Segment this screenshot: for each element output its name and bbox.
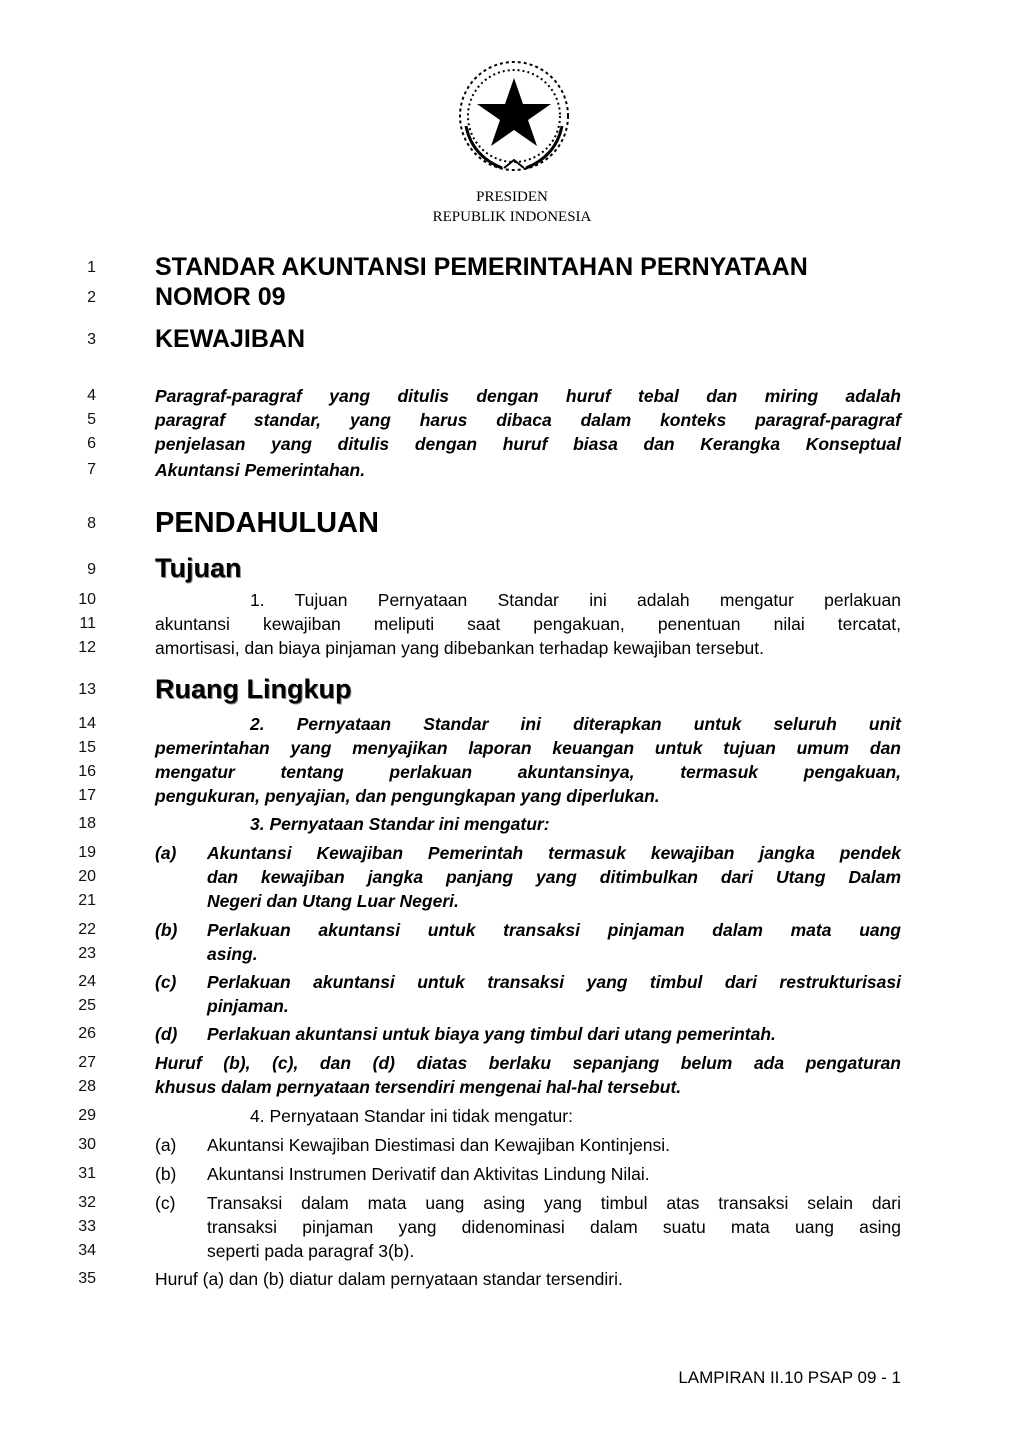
line-number: 10 xyxy=(78,591,96,608)
line-number: 12 xyxy=(78,639,96,656)
line-number: 24 xyxy=(78,973,96,990)
line-number: 5 xyxy=(87,411,96,428)
document-title-number: NOMOR 09 xyxy=(155,283,286,311)
line-number: 8 xyxy=(87,515,96,532)
presiden-emblem-icon xyxy=(452,56,576,180)
line-number: 18 xyxy=(78,815,96,832)
line-number: 17 xyxy=(78,787,96,804)
intro-text: paragraf standar, yang harus dibaca dalam konteks paragraf-paragraf xyxy=(155,410,901,430)
section-heading-ruang-lingkup: Ruang Lingkup xyxy=(155,674,352,704)
paragraph-4-note: Huruf (a) dan (b) diatur dalam pernyataan standar tersendiri. xyxy=(155,1269,623,1289)
line-number: 6 xyxy=(87,435,96,452)
list-item-text: seperti pada paragraf 3(b). xyxy=(207,1241,415,1261)
emblem-caption-presiden: PRESIDEN xyxy=(476,189,548,205)
list-label: (a) xyxy=(155,843,177,863)
line-number: 32 xyxy=(78,1194,96,1211)
intro-text: Paragraf-paragraf yang ditulis dengan huruf tebal dan miring adalah xyxy=(155,386,901,406)
line-number: 35 xyxy=(78,1270,96,1287)
line-number: 29 xyxy=(78,1107,96,1124)
paragraph-2-text: mengatur tentang perlakuan akuntansinya, termasuk pengakuan, xyxy=(155,762,901,782)
section-heading-pendahuluan: PENDAHULUAN xyxy=(155,507,379,539)
line-number: 13 xyxy=(78,681,96,698)
emblem-caption-republik: REPUBLIK INDONESIA xyxy=(432,209,592,225)
paragraph-4-text: 4. Pernyataan Standar ini tidak mengatur: xyxy=(250,1106,573,1126)
list-item-text: Perlakuan akuntansi untuk transaksi pinjaman dalam mata uang xyxy=(207,920,901,940)
line-number: 19 xyxy=(78,844,96,861)
list-label: (b) xyxy=(155,920,178,940)
paragraph-2-text: 2. Pernyataan Standar ini diterapkan untuk seluruh unit xyxy=(250,714,901,734)
line-number: 30 xyxy=(78,1136,96,1153)
list-item-text: Akuntansi Kewajiban Diestimasi dan Kewajiban Kontinjensi. xyxy=(207,1135,671,1155)
list-item-text: transaksi pinjaman yang didenominasi dalam suatu mata uang asing xyxy=(207,1217,901,1237)
list-item-text: pinjaman. xyxy=(207,996,289,1016)
line-number: 2 xyxy=(87,289,96,306)
line-number: 25 xyxy=(78,997,96,1014)
line-number: 31 xyxy=(78,1165,96,1182)
line-number: 20 xyxy=(78,868,96,885)
document-title: STANDAR AKUNTANSI PEMERINTAHAN PERNYATAAN xyxy=(155,253,808,281)
list-item-text: Transaksi dalam mata uang asing yang timbul atas transaksi selain dari xyxy=(207,1193,901,1213)
paragraph-2-text: pemerintahan yang menyajikan laporan keuangan untuk tujuan umum dan xyxy=(155,738,901,758)
line-number: 4 xyxy=(87,387,96,404)
intro-text: Akuntansi Pemerintahan. xyxy=(155,460,366,480)
list-item-text: Akuntansi Instrumen Derivatif dan Aktivitas Lindung Nilai. xyxy=(207,1164,650,1184)
line-number: 11 xyxy=(79,615,96,632)
paragraph-3-note: khusus dalam pernyataan tersendiri mengenai hal-hal tersebut. xyxy=(155,1077,682,1097)
line-number: 21 xyxy=(78,892,96,909)
document-subject: KEWAJIBAN xyxy=(155,325,306,353)
paragraph-1-text: amortisasi, dan biaya pinjaman yang dibebankan terhadap kewajiban tersebut. xyxy=(155,638,765,658)
line-number: 14 xyxy=(78,715,96,732)
line-number: 34 xyxy=(78,1242,96,1259)
line-number: 3 xyxy=(87,331,96,348)
list-label: (c) xyxy=(155,1193,176,1213)
list-item-text: Perlakuan akuntansi untuk transaksi yang timbul dari restrukturisasi xyxy=(207,972,901,992)
line-number: 27 xyxy=(78,1054,96,1071)
paragraph-2-text: pengukuran, penyajian, dan pengungkapan yang diperlukan. xyxy=(155,786,660,806)
page-footer: LAMPIRAN II.10 PSAP 09 - 1 xyxy=(678,1368,901,1387)
list-item-text: Negeri dan Utang Luar Negeri. xyxy=(207,891,459,911)
intro-text: penjelasan yang ditulis dengan huruf biasa dan Kerangka Konseptual xyxy=(155,434,901,454)
list-item-text: Perlakuan akuntansi untuk biaya yang timbul dari utang pemerintah. xyxy=(207,1024,776,1044)
list-label: (c) xyxy=(155,972,177,992)
line-number: 26 xyxy=(78,1025,96,1042)
paragraph-3-text: 3. Pernyataan Standar ini mengatur: xyxy=(250,814,550,834)
line-number: 16 xyxy=(78,763,96,780)
list-label: (b) xyxy=(155,1164,177,1184)
list-item-text: dan kewajiban jangka panjang yang ditimbulkan dari Utang Dalam xyxy=(207,867,901,887)
section-heading-tujuan: Tujuan xyxy=(155,553,242,583)
list-item-text: Akuntansi Kewajiban Pemerintah termasuk kewajiban jangka pendek xyxy=(207,843,901,863)
paragraph-1-text: akuntansi kewajiban meliputi saat pengakuan, penentuan nilai tercatat, xyxy=(155,614,901,634)
line-number: 15 xyxy=(78,739,96,756)
line-number: 22 xyxy=(78,921,96,938)
line-number: 9 xyxy=(87,561,96,578)
list-label: (d) xyxy=(155,1024,178,1044)
line-number: 1 xyxy=(87,259,96,276)
paragraph-1-text: 1. Tujuan Pernyataan Standar ini adalah mengatur perlakuan xyxy=(250,590,901,610)
line-number: 33 xyxy=(78,1218,96,1235)
line-number: 28 xyxy=(78,1078,96,1095)
line-number: 7 xyxy=(87,461,96,478)
line-number: 23 xyxy=(78,945,96,962)
paragraph-3-note: Huruf (b), (c), dan (d) diatas berlaku sepanjang belum ada pengaturan xyxy=(155,1053,901,1073)
list-label: (a) xyxy=(155,1135,177,1155)
list-item-text: asing. xyxy=(207,944,258,964)
